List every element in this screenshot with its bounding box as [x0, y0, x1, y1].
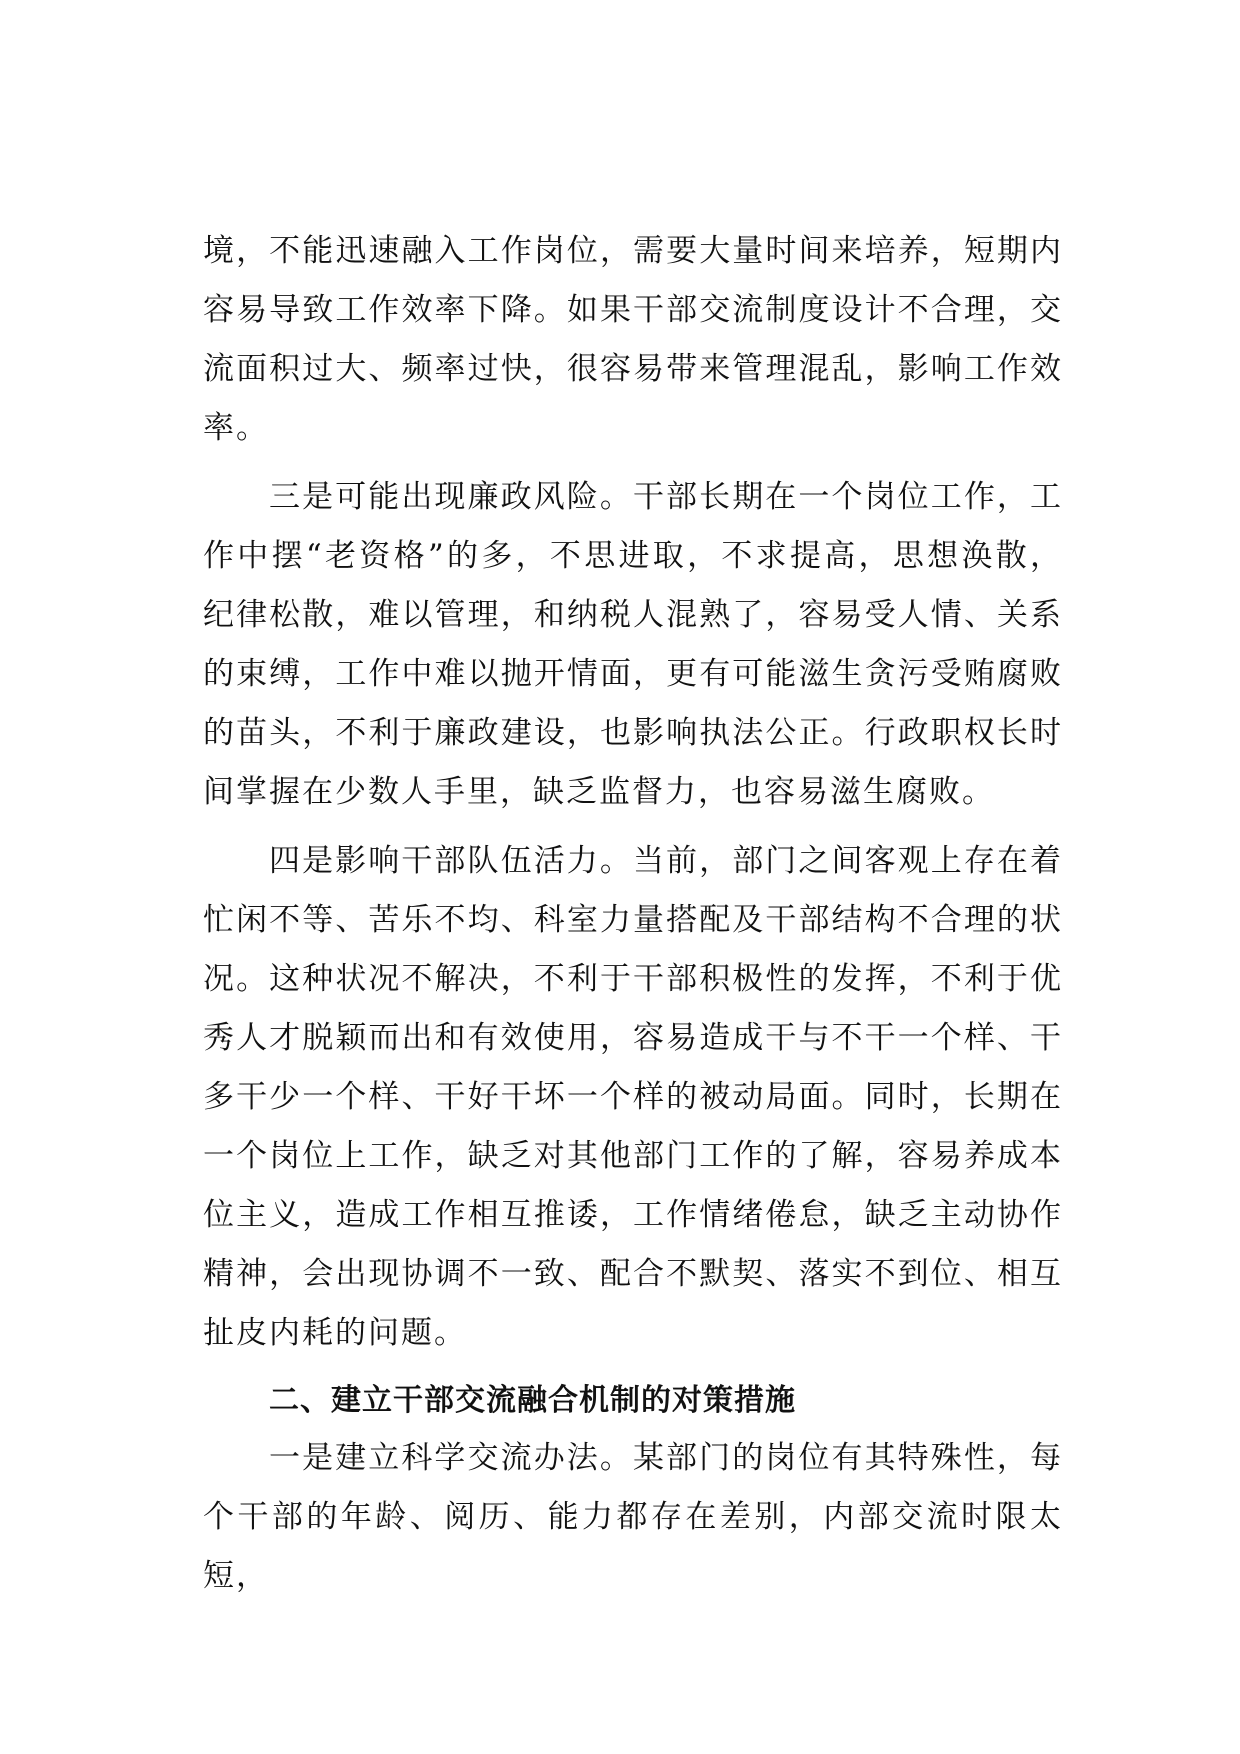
- section-heading: 二、建立干部交流融合机制的对策措施: [269, 1383, 796, 1418]
- paragraph-scientific-exchange: 一是建立科学交流办法。某部门的岗位有其特殊性，每个干部的年龄、阅历、能力都存在差别，内部交流时限太短，: [203, 1440, 1063, 1594]
- paragraph-team-vitality: 四是影响干部队伍活力。当前，部门之间客观上存在着忙闲不等、苦乐不均、科室力量搭配及干部结构不合理的状况。这种状况不解决，不利于干部积极性的发挥，不利于优秀人才脱颖而出和有效使用，容易造成干与不干一个样、干多干少一个样、干好干坏一个样的被动局面。同时，长期在一个岗位上工作，缺乏对其他部门工作的了解，容易养成本位主义，造成工作相互推诿，工作情绪倦怠，缺乏主动协作精神，会出现协调不一致、配合不默契、落实不到位、相互扯皮内耗的问题。: [203, 843, 1063, 1351]
- paragraph-integrity-risk: 三是可能出现廉政风险。干部长期在一个岗位工作，工作中摆“老资格”的多，不思进取，不求提高，思想涣散，纪律松散，难以管理，和纳税人混熟了，容易受人情、关系的束缚，工作中难以抛开情面，更有可能滋生贪污受贿腐败的苗头，不利于廉政建设，也影响执法公正。行政职权长时间掌握在少数人手里，缺乏监督力，也容易滋生腐败。: [203, 479, 1063, 810]
- paragraph-continuation: 境，不能迅速融入工作岗位，需要大量时间来培养，短期内容易导致工作效率下降。如果干部交流制度设计不合理，交流面积过大、频率过快，很容易带来管理混乱，影响工作效率。: [203, 233, 1063, 446]
- document-body: [203, 222, 1063, 1616]
